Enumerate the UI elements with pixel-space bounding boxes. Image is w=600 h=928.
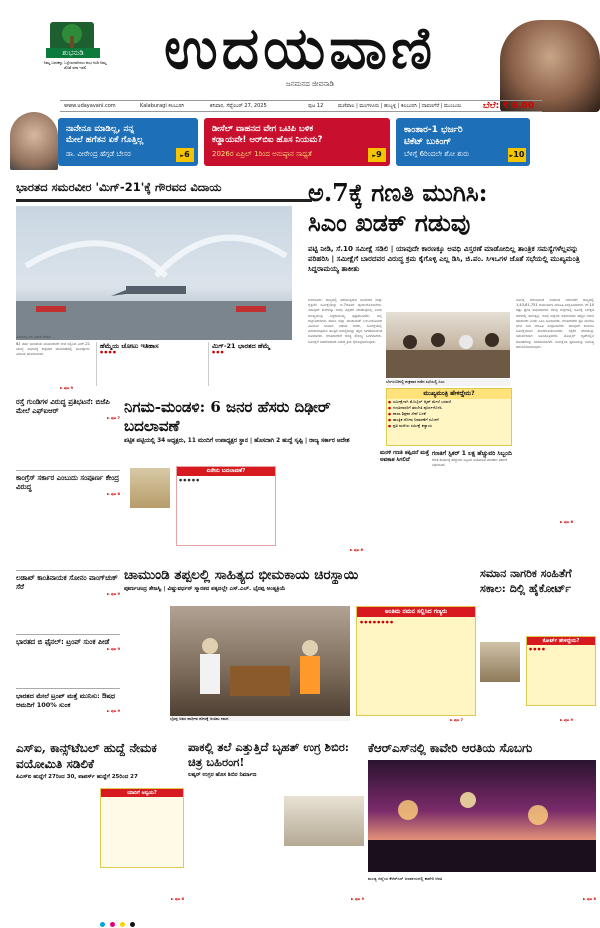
teaser-2-page: ►9 bbox=[368, 148, 386, 162]
mig21-headline[interactable]: ಭಾರತದ ಸಮರವೀರ 'ಮಿಗ್‌-21'ಕ್ಕೆ ಗೌರವದ ವಿದಾಯ bbox=[16, 180, 312, 202]
brief-title: ಕಾಂಗ್ರೆಸ್ ಸರ್ಕಾರ ಎಂಬುದು ಸಂಪೂರ್ಣ ಕೇಂದ್ರ ವಿರುದ್ಧ bbox=[16, 474, 120, 491]
who-applies-title: ಯಾರಿಗೆ ಅನ್ವಯ? bbox=[101, 789, 183, 797]
brief-more: ► ಪುಟ 9 bbox=[106, 647, 120, 651]
nigama-box-title: ಏನೇನು ಬದಲಾವಣೆ? bbox=[177, 467, 275, 476]
date-label: ಶನಿವಾರ, ಸೆಪ್ಟೆಂಬರ್ 27, 2025 bbox=[210, 103, 267, 109]
teaser-1-page: ►6 bbox=[176, 148, 194, 162]
court-said-box bbox=[526, 636, 596, 706]
ucc-more[interactable]: ► ಪುಟ 9 bbox=[560, 718, 574, 722]
teaser-2-page-number: 9 bbox=[376, 150, 382, 159]
shubhanudi-label: ಶುಭನುಡಿ bbox=[46, 48, 100, 58]
shubhanudi-logo bbox=[50, 22, 94, 50]
masthead bbox=[0, 0, 600, 100]
court-photo bbox=[480, 642, 520, 682]
cm-said-item: ● ಪ್ರತಿ ಮನೆಯ ಸಮೀಕ್ಷೆ ಕಡ್ಡಾಯ bbox=[387, 423, 511, 429]
teaser-3-page: ►10 bbox=[508, 148, 526, 162]
teaser-strip bbox=[0, 112, 600, 170]
price-label: ಬೆಲೆ: ₹ 6.00 bbox=[482, 101, 534, 111]
ceremony-graphic bbox=[170, 606, 350, 718]
tributes-list: ● ● ● ● ● ● ● ● bbox=[360, 620, 394, 624]
krs-more[interactable]: ► ಪುಟ 8 bbox=[582, 897, 596, 901]
vidhana-soudha-photo bbox=[130, 468, 170, 508]
teaser-2-sub: 2026ರ ಏಪ್ರಿಲ್ 1ರಿಂದ ಅನುಷ್ಠಾನ ಸಾಧ್ಯತೆ bbox=[212, 150, 312, 158]
brief-item[interactable] bbox=[16, 398, 120, 458]
lights-graphic bbox=[368, 760, 596, 872]
cm-said-item: ● ಶಾಲಾ ಶಿಕ್ಷಕರ ಸೇವೆ ಬಳಕೆ bbox=[387, 411, 511, 417]
mig21-photo-alt: ವಿಮಾನಕ್ಕೆ ಜಲ ಫಿರಂಗಿ ಗೌರವ bbox=[16, 335, 51, 339]
lead-headline[interactable] bbox=[308, 178, 600, 238]
lead-body-col1-text: ಬೆಂಗಳೂರು: ರಾಜ್ಯದಲ್ಲಿ ನಡೆಯುತ್ತಿರುವ ಸಾಮಾಜಿಕ ಮತ್ತು ಶೈಕ್ಷಣಿಕ ಸಮೀಕ್ಷೆಯನ್ನು ಅ.7ರೊಳಗೆ ಪೂರ್ಣಗೊಳಿಸಬೇಕು. ಯಾವುದೇ ಕಾರಣಕ್ಕೂ ಅವಧಿ ವಿಸ್ತರಣೆ ಮಾಡುವುದಿಲ್ಲ ಎಂದು ಮುಖ್ಯಮಂತ್ರಿ ಸಿದ್ದರಾಮಯ್ಯ ಸ್ಪಷ್ಟಪಡಿಸಿದರು. ಎಲ್ಲ ಜಿಲ್ಲಾಧಿಕಾರಿಗಳು ಹಾಗೂ ಜಿಲ್ಲಾ ಪಂಚಾಯತ್ ಸಿಇಒಗಳೊಂದಿಗೆ ವಿಡಿಯೋ ಸಂವಾದ ನಡೆಸಿದ ಅವರು, ಸಮೀಕ್ಷೆಯಲ್ಲಿ ಎದುರಾಗುತ್ತಿರುವ ತಾಂತ್ರಿಕ ಸಮಸ್ಯೆಗಳನ್ನು ತಕ್ಷಣ ಬಗೆಹರಿಸುವಂತೆ ಸೂಚಿಸಿದರು. ಗಣತಿದಾರರಿಗೆ ಅಗತ್ಯ ಸೌಲಭ್ಯ ಒದಗಿಸಬೇಕು. ಸಮೀಕ್ಷೆಗೆ ಸಹಕರಿಸದವರ ವಿರುದ್ಧ ಕ್ರಮ ಕೈಗೊಳ್ಳಲಾಗುವುದು. bbox=[308, 298, 382, 344]
teaser-3-title bbox=[404, 124, 463, 148]
teaser-3[interactable] bbox=[396, 118, 530, 166]
cm-said-title: ಮುಖ್ಯಮಂತ್ರಿ ಹೇಳಿದ್ದೇನು? bbox=[387, 389, 511, 399]
brief-title: ಭಾರತದ ಮೇಲೆ ಟ್ರಂಪ್ ಮತ್ತೆ ಮುನಿಸು: ಔಷಧ ಆಮದಿಗೆ 100% ಸುಂಕ bbox=[16, 692, 116, 709]
brief-more: ► ಪುಟ 8 bbox=[106, 492, 120, 496]
terror-more[interactable]: ► ಪುಟ 9 bbox=[350, 897, 364, 901]
teaser-2-line2: ಕಡ್ಡಾಯವೇ! ಆರ್‌ಬಿಐ ಹೊಸ ನಿಯಮ? bbox=[212, 135, 323, 145]
si-more[interactable]: ► ಪುಟ 8 bbox=[170, 897, 184, 901]
chamundi-sub: ಪೂರ್ಣಚಂದ್ರ ತೇಜಸ್ವಿ | ವಿಷ್ಣುವರ್ಧನ್ ಸ್ಮಾರಕದ ಪಕ್ಕದಲ್ಲೇ ಎಸ್.ಎಲ್. ಭೈರಪ್ಪ ಅಂತ್ಯಕ್ರಿಯೆ bbox=[124, 586, 286, 592]
brief-item[interactable] bbox=[16, 470, 120, 530]
chamundi-more[interactable]: ► ಪುಟ 7 bbox=[450, 718, 464, 722]
cremation-caption: ಭೈರಪ್ಪ ಅವರ ಪಾರ್ಥಿವ ಶರೀರಕ್ಕೆ ಅಂತಿಮ ನಮನ bbox=[170, 716, 350, 721]
printer-marks bbox=[100, 912, 500, 918]
bottom-story-2 bbox=[188, 740, 364, 908]
brief-title: ರಸ್ತೆ ಗುಂಡಿಗಳ ವಿರುದ್ಧ ಪ್ರತಿಭಟನೆ: ಬಿಜೆಪಿ ಮೇಲೆ ಎಫ್‌ಐಆರ್ bbox=[16, 398, 110, 415]
cities-list: ಮಣಿಪಾಲ | ಮಂಗಳೂರು | ಹುಬ್ಬಳ್ಳಿ | ಕಲಬುರಗಿ | ದಾವಣಗೆರೆ | ಮುಂಬಯಿ bbox=[338, 103, 462, 109]
census-side-story-2 bbox=[380, 450, 430, 526]
cm-meeting-caption: ಬೆಂಗಳೂರಿನಲ್ಲಿ ಶುಕ್ರವಾರ ನಡೆದ ಸಭೆಯಲ್ಲಿ ಸಿಎಂ bbox=[386, 379, 510, 386]
mig21-box2-lines: ● ● ● bbox=[212, 350, 224, 354]
krs-aarti-photo bbox=[368, 760, 596, 872]
mig21-box1 bbox=[96, 342, 206, 386]
nigama-box bbox=[176, 466, 276, 546]
si-constable-headline[interactable]: ಎಸ್‌ಐ, ಕಾನ್ಸ್‌ಟೆಬಲ್ ಹುದ್ದೆ ನೇಮಕ ವಯೋಮಿತಿ ಸಡಿಲಿಕೆ bbox=[16, 741, 157, 771]
mig21-box1-title: ಹೆಮ್ಮೆಯ ಚೋಟು ಇತಿಹಾಸ bbox=[100, 342, 159, 350]
terror-camp-headline[interactable]: ಪಾಕಲ್ಲಿ ತಲೆ ಎತ್ತುತ್ತಿದೆ ಬೃಹತ್ ಉಗ್ರ ಶಿಬಿರ: ಚಿತ್ರ ಬಹಿರಂಗ! bbox=[188, 740, 350, 769]
left-briefs bbox=[16, 398, 120, 724]
census-side-story bbox=[432, 450, 512, 526]
nigama-more[interactable]: ► ಪುಟ 6 bbox=[350, 548, 364, 552]
actor-photo bbox=[500, 20, 600, 112]
website-link[interactable]: www.udayavani.com bbox=[64, 103, 116, 109]
cm-meeting-photo bbox=[386, 312, 510, 378]
ucc-headline[interactable]: ಸಮಾನ ನಾಗರಿಕ ಸಂಹಿತೆಗೆ ಸಕಾಲ: ದಿಲ್ಲಿ ಹೈಕೋರ್ಟ್ bbox=[480, 567, 572, 595]
chamundi-headline[interactable]: ಚಾಮುಂಡಿ ತಪ್ಪಲಲ್ಲಿ ಸಾಹಿತ್ಯದ ಭೀಮಕಾಯ ಚಿರಸ್ಥಾಯಿ bbox=[124, 567, 359, 583]
mig21-more[interactable]: ► ಪುಟ 9 bbox=[60, 386, 74, 390]
cm-said-item: ● ಸಮೀಕ್ಷೆಗಾಗಿ ಮೊಬೈಲ್ ಆ್ಯಪ್ ಮೇಲೆ ಭರವಸೆ bbox=[387, 399, 511, 405]
brief-title: ಭಾರತದ ಬಿ ಫೈನಲ್: ಟ್ರಂಪ್ ಸುಂಕ ಪೀಡೆ bbox=[16, 638, 110, 646]
census-more[interactable]: ► ಪುಟ 6 bbox=[560, 520, 574, 524]
teaser-1[interactable] bbox=[58, 118, 198, 166]
nigama-headline[interactable]: ನಿಗಮ-ಮಂಡಳಿ: 6 ಜನರ ಹೆಸರು ದಿಢೀರ್ ಬದಲಾವಣೆ bbox=[124, 398, 331, 435]
court-said-list: ● ● ● ● bbox=[529, 647, 545, 651]
lead-body-col3-text: ಸಮೀಕ್ಷೆ ಆರಂಭವಾದ ದಿನದಿಂದ ಇದುವರೆಗೆ ರಾಜ್ಯದಲ್ಲಿ 1,43,81,751 ಕುಟುಂಬಗಳ ಮಾಹಿತಿ ಸಂಗ್ರಹಿಸಲಾಗಿದೆ. ಶೇ.10 ರಷ್ಟು ಪ್ರಗತಿ ಸಾಧಿಸಲಾಗಿದೆ. ಕೆಲವು ಜಿಲ್ಲೆಗಳಲ್ಲಿ ಸಮೀಕ್ಷೆ ನಿರೀಕ್ಷಿತ ವೇಗದಲ್ಲಿ ಸಾಗುತ್ತಿಲ್ಲ. ಅಂಥ ಜಿಲ್ಲೆಗಳ ಅಧಿಕಾರಿಗಳು ಹೆಚ್ಚಿನ ಗಮನ ಹರಿಸಬೇಕು ಎಂದು ಸಿಎಂ ಸೂಚಿಸಿದರು. ಗಣತಿದಾರರು ಪ್ರತಿ ಮನೆಗೂ ಭೇಟಿ ನೀಡಿ ಮಾಹಿತಿ ಸಂಗ್ರಹಿಸಬೇಕು. ಯಾವುದೇ ಕುಟುಂಬ ಸಮೀಕ್ಷೆಯಿಂದ ಹೊರಗುಳಿಯಬಾರದು. ಶಿಕ್ಷಕರ ಸೇವೆಯನ್ನು ಸಮರ್ಪಕವಾಗಿ ಬಳಸಿಕೊಳ್ಳಬೇಕು. ಮೊಬೈಲ್ ಆ್ಯಪ್‌ನಲ್ಲಿನ ದೋಷಗಳನ್ನು ಸರಿಪಡಿಸಲಾಗಿದೆ. ಸಮೀಕ್ಷೆಯ ಪ್ರಗತಿಯನ್ನು ದಿನನಿತ್ಯ ಪರಿಶೀಲಿಸಲಾಗುವುದು. bbox=[516, 298, 594, 349]
teaser-1-line2: ಮೇಲೆ ಹಗೆತನ ಏಕೆ ಗೊತ್ತಿಲ್ಲ bbox=[66, 135, 144, 145]
brief-title: ಲಡಾಖ್ ಕಾಂತಿನಾಯಕ ಸೋನಂ ವಾಂಗ್‌ಚುಕ್ ಸೆರೆ bbox=[16, 574, 118, 591]
page-count: ಪುಟ 12 bbox=[308, 103, 324, 109]
cremation-photo bbox=[170, 606, 350, 718]
teaser-photo bbox=[10, 112, 58, 170]
bottom-story-3 bbox=[368, 740, 596, 908]
teaser-3-page-number: 10 bbox=[513, 150, 525, 159]
teaser-1-sub: ಡಾ. ವೀರೇಂದ್ರ ಹೆಗ್ಗಡೆ ಬೇಸರ bbox=[66, 150, 131, 158]
teaser-1-title bbox=[66, 124, 143, 146]
teaser-1-line1: ನಾನೇನೂ ಮಾಡಿಲ್ಲ, ನನ್ನ bbox=[66, 124, 135, 134]
nigama-sub: ಪಟ್ಟಿಕ ಪಟ್ಟಿಯಲ್ಲಿ 34 ಅಧ್ಯಕ್ಷರು, 11 ಮಂದಿಗೆ ಉಪಾಧ್ಯಕ್ಷರ ಸ್ಥಾನ | ಹೊಸದಾಗಿ 2 ಹುದ್ದೆ ಸೃಷ್ಟಿ | ರಾಜ್ಯ ಸರ್ಕಾರ ಆದೇಶ bbox=[124, 438, 350, 444]
water-salute-graphic bbox=[16, 206, 292, 340]
brief-more: ► ಪುಟ 7 bbox=[106, 416, 120, 420]
meeting-graphic bbox=[386, 312, 510, 378]
bottom-story-1 bbox=[16, 740, 184, 908]
teaser-1-page-number: 6 bbox=[184, 150, 190, 159]
shubhanudi-text: ನಿಮ್ಮ ಬದುಕನ್ನು ಒಳ್ಳೆಯದಾಗಿಸಲು ಶುಭ ನುಡಿ ನಿಮ್ಮ ಜೊತೆ ಸದಾ ಇರಲಿ bbox=[43, 60, 107, 70]
satellite-photo bbox=[284, 796, 364, 846]
mig21-photo bbox=[16, 206, 292, 340]
cm-said-item: ● ತಾಂತ್ರಿಕ ದೋಷ ನಿವಾರಣೆಗೆ ಸೂಚನೆ bbox=[387, 417, 511, 423]
teaser-3-line1: ಕಾಂತಾರ-1 ಭರ್ಜರಿ bbox=[404, 125, 463, 135]
krs-caption: ಮಂಡ್ಯ ಜಿಲ್ಲೆಯ ಕೆಆರ್‌ಎಸ್ ಜಲಾಶಯದಲ್ಲಿ ಕಾವೇರಿ ಆರತಿ bbox=[368, 876, 443, 881]
brief-more: ► ಪುಟ 9 bbox=[106, 709, 120, 713]
teaser-3-sub: ಬೆಳಿಗ್ಗೆ 6ರಿಂದಲೇ ಶೋ ಶುರು bbox=[404, 150, 470, 158]
lead-headline-line2: ಸಿಎಂ ಖಡಕ್ ಗಡುವು bbox=[308, 208, 471, 237]
terror-camp-sub: ಲಷ್ಕರ್ ಉಗ್ರರ ಹೊಸ ಶಿಬಿರ ನಿರ್ಮಾಣ bbox=[188, 772, 257, 778]
cm-said-item: ● ಗಣತಿದಾರರಿಗೆ ತರಬೇತಿ ಪೂರ್ಣಗೊಳಿಸಿ bbox=[387, 405, 511, 411]
census-side-head[interactable]: ಗಣತಿಗೆ ಸ್ಟಿಕರ್ 1 ಲಕ್ಷ ಹೆಚ್ಚುವರಿ ಸಿಬ್ಬಂದಿ bbox=[432, 450, 512, 457]
census-side-head-2[interactable]: ಮರಳಿ ಗಣತಿ ತಪ್ಪಿದರೆ ಮತ್ತೆ ಅವಕಾಶ ಸಿಗಲಿದೆ bbox=[380, 450, 430, 463]
brief-item[interactable] bbox=[16, 634, 120, 678]
newspaper-title[interactable]: ಉದಯವಾಣಿ bbox=[163, 14, 437, 82]
krs-headline[interactable]: ಕೆಆರ್‌ಎಸ್‌ನಲ್ಲಿ ಕಾವೇರಿ ಆರತಿಯ ಸೊಬಗು bbox=[368, 741, 533, 755]
edition-label: Kalaburagi ಕಲಬುರಗಿ bbox=[140, 103, 185, 109]
lead-body-col3 bbox=[516, 298, 594, 526]
mig21-body bbox=[16, 342, 90, 386]
mig21-box2-title: ಮಿಗ್‌-21 ಭಾರತದ ಹೆಮ್ಮೆ bbox=[212, 342, 271, 350]
tree-icon bbox=[50, 22, 94, 50]
teaser-2-line1: ಡೀಸೆಲ್ ವಾಹನದ ವೇಗ ಒಟಿಪಿ ಬಳಿಕ bbox=[212, 124, 314, 134]
brief-item[interactable] bbox=[16, 688, 120, 724]
brief-item[interactable] bbox=[16, 570, 120, 630]
lead-headline-line1: ಅ.7ಕ್ಕೆ ಗಣತಿ ಮುಗಿಸಿ: bbox=[308, 178, 488, 207]
brief-more: ► ಪುಟ 9 bbox=[106, 592, 120, 596]
court-said-title: ಕೋರ್ಟ್ ಹೇಳಿದ್ದೇನು? bbox=[527, 637, 595, 645]
teaser-2-title bbox=[212, 124, 322, 146]
si-constable-sub: ಪಿಎಸ್‌ಐ ಹುದ್ದೆಗೆ 27ರಿಂದ 30, ಪಾಪರ್ಸ್ ಹುದ್ದೆಗೆ 25ರಿಂದ 27 bbox=[16, 774, 138, 780]
tributes-title: ಅಂತಿಮ ನಮನ ಸಲ್ಲಿಸಿದ ಗಣ್ಯರು bbox=[357, 607, 475, 617]
teaser-2[interactable] bbox=[204, 118, 390, 166]
info-bar bbox=[60, 100, 542, 112]
nigama-box-list: ● ● ● ● ● bbox=[179, 478, 200, 482]
cm-said-box bbox=[386, 388, 512, 446]
lead-subheadline: ಪಟ್ಟಿ ನೀಡಿ, ಸೆ.10 ಸಮೀಕ್ಷೆ ಸಡಿಲಿ | ಯಾವುದೇ ಕಾರಣಕ್ಕೂ ಅವಧಿ ವಿಸ್ತರಣೆ ಮಾಡೋದಿಲ್ಲ ತಾಂತ್ರಿಕ ಸಮಸ್ಯೆಗಳೆಲ್ಲವನ್ನು ಪರಿಹರಿಸಿ | ಸಮೀಕ್ಷೆಗೆ ಬಾರದವರ ವಿರುದ್ಧ ಕ್ರಮ ಕೈಗೊಳ್ಳಿ ಎಲ್ಲ ಡಿಸಿ, ಜಿ.ಪಂ. ಸಿಇಒಗಳ ಜೊತೆ ಸಭೆಯಲ್ಲಿ ಮುಖ್ಯಮಂತ್ರಿ ಸಿದ್ದರಾಮಯ್ಯ ತಾಕೀತು bbox=[308, 244, 580, 273]
tagline: ಜನಮನದ ಜೀವನಾಡಿ bbox=[286, 80, 334, 88]
mig21-box1-lines: ● ● ● ● bbox=[100, 350, 116, 354]
census-side-text: ಗಣತಿ ಕಾರ್ಯಕ್ಕೆ ಹೆಚ್ಚುವರಿ ಸಿಬ್ಬಂದಿ ನಿಯೋಜನೆ ಮಾಡಲು ಸರ್ಕಾರ ನಿರ್ಧರಿಸಿದೆ. bbox=[432, 458, 508, 467]
teaser-3-line2: ಟಿಕೆಟ್ ಬುಕಿಂಗ್ bbox=[404, 137, 452, 147]
tributes-box bbox=[356, 606, 476, 716]
mig21-body-text: 62 ವರ್ಷ ಭಾರತೀಯ ವಾಯುಸೇನೆಗೆ ಸೇವೆ ಸಲ್ಲಿಸಿದ ಮಿಗ್‌-21 ಯುದ್ಧ ವಿಮಾನಕ್ಕೆ ಶುಕ್ರವಾರ ಚಂಡೀಗಢದಲ್ಲಿ ಭಾವಪೂರ್ಣ ವಿದಾಯ ಹೇಳಲಾಯಿತು. bbox=[16, 342, 90, 357]
mig21-box2 bbox=[208, 342, 292, 386]
who-applies-box bbox=[100, 788, 184, 868]
